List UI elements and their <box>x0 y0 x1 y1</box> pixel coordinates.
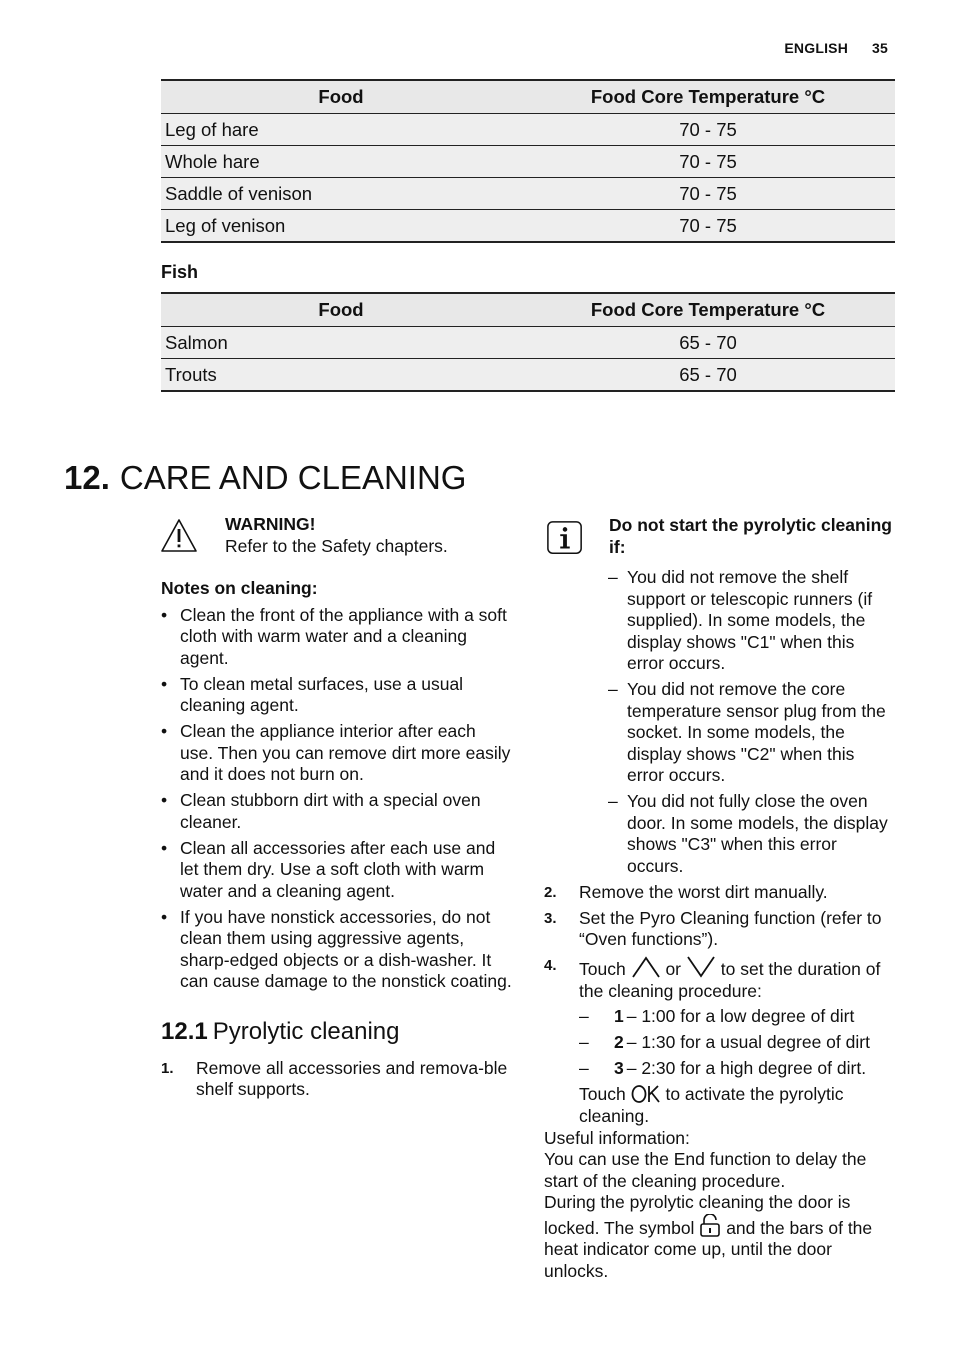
step-or-text: or <box>665 959 682 979</box>
list-item: • Clean the appliance interior after each use. Then you can remove dirt more easily and it does not burn on. <box>161 721 513 786</box>
warning-triangle-icon <box>159 516 199 556</box>
step-item <box>161 1058 513 1101</box>
step-item <box>544 908 894 951</box>
table-cell-temperature: 65 - 70 <box>521 359 895 392</box>
left-column <box>161 514 513 1105</box>
table-cell-food: Saddle of venison <box>161 178 521 210</box>
duration-level: 1 <box>614 1006 624 1026</box>
table-row <box>161 327 895 359</box>
down-arrow-icon <box>686 955 716 979</box>
section-heading <box>161 1018 513 1046</box>
list-item: • To clean metal surfaces, use a usual cleaning agent. <box>161 674 513 717</box>
table-cell-food: Salmon <box>161 327 521 359</box>
list-item: • Clean stubborn dirt with a special oven cleaner. <box>161 790 513 833</box>
step-text: Set the Pyro Cleaning function (refer to “Oven functions”). <box>579 907 882 949</box>
useful-information <box>544 1128 894 1283</box>
duration-text: – 2:30 for a high degree of dirt. <box>626 1058 867 1078</box>
step-number: 1. <box>161 1059 174 1077</box>
duration-text: – 1:30 for a usual degree of dirt <box>626 1032 870 1052</box>
useful-line-2 <box>544 1192 894 1282</box>
useful-line-2a: During the pyrolytic cleaning the door is locked. The symbol <box>544 1192 851 1238</box>
steps-list <box>544 882 894 1128</box>
duration-text: – 1:00 for a low degree of dirt <box>626 1006 855 1026</box>
section-title: Pyrolytic cleaning <box>212 1017 400 1045</box>
list-item: – You did not remove the core temperature sensor plug from the socket. In some models, the display shows "C2" when this error occurs. <box>608 679 894 787</box>
useful-line-1: You can use the End function to delay the start of the cleaning procedure. <box>544 1149 867 1191</box>
table-row <box>161 114 895 146</box>
notes-title: Notes on cleaning: <box>161 578 318 598</box>
step-number: 3. <box>544 909 557 927</box>
info-note-title: Do not start the pyrolytic cleaning if: <box>609 515 892 557</box>
table-header-row <box>161 293 895 327</box>
table-header-row <box>161 80 895 114</box>
table-cell-temperature: 70 - 75 <box>521 114 895 146</box>
steps-list <box>161 1058 513 1101</box>
step-text: Remove all accessories and remova-ble shelf supports. <box>196 1057 508 1099</box>
ok-rest-text: to activate the pyrolytic cleaning. <box>579 1084 844 1126</box>
ok-icon <box>631 1084 661 1104</box>
info-note <box>544 515 894 563</box>
step-item <box>544 882 894 904</box>
table-cell-food: Whole hare <box>161 146 521 178</box>
list-item: – You did not fully close the oven door. In some models, the display shows "C3" when this error occurs. <box>608 791 894 877</box>
duration-level: 3 <box>614 1058 624 1078</box>
ok-instruction <box>579 1084 894 1127</box>
info-icon <box>546 519 584 557</box>
table-cell-temperature: 70 - 75 <box>521 178 895 210</box>
warning-title: WARNING! <box>225 514 316 534</box>
list-item: • Clean all accessories after each use and let them dry. Use a soft cloth with warm water and a cleaning agent. <box>161 838 513 903</box>
warning-note <box>161 514 513 562</box>
table-header-food: Food <box>161 293 521 327</box>
table-header-temperature: Food Core Temperature °C <box>521 293 895 327</box>
table-cell-food: Leg of venison <box>161 210 521 243</box>
step-item <box>544 955 894 1127</box>
list-item: • If you have nonstick accessories, do not clean them using aggressive agents, sharp-edged objects or a dish-washer. It can cause damage to the nonstick coating. <box>161 907 513 993</box>
header-page-number: 35 <box>872 40 888 56</box>
chapter-heading <box>64 458 466 498</box>
chapter-number: 12. <box>64 459 110 496</box>
table-cell-food: Leg of hare <box>161 114 521 146</box>
step-touch-text: Touch <box>579 959 626 979</box>
ok-touch-text: Touch <box>579 1084 626 1104</box>
notes-list <box>161 605 513 993</box>
table-header-temperature: Food Core Temperature °C <box>521 80 895 114</box>
table-row <box>161 359 895 392</box>
meat-temperature-table <box>161 79 895 243</box>
up-arrow-icon <box>631 955 661 979</box>
page-header <box>784 38 888 60</box>
useful-line-2b: and the bars of the heat indicator come up, until the door unlocks. <box>544 1217 873 1281</box>
fish-temperature-table <box>161 292 895 392</box>
duration-list <box>579 1006 894 1080</box>
chapter-title: CARE AND CLEANING <box>119 459 467 496</box>
table-cell-temperature: 65 - 70 <box>521 327 895 359</box>
table-cell-temperature: 70 - 75 <box>521 146 895 178</box>
table-row <box>161 146 895 178</box>
list-item: – You did not remove the shelf support or telescopic runners (if supplied). In some models, the display shows "C1" when this error occurs. <box>608 567 894 675</box>
duration-level: 2 <box>614 1032 624 1052</box>
right-column <box>544 515 894 1282</box>
warning-text: Refer to the Safety chapters. <box>225 535 448 556</box>
table-row <box>161 178 895 210</box>
useful-label: Useful information: <box>544 1127 690 1148</box>
table-row <box>161 210 895 243</box>
header-language: ENGLISH <box>784 40 849 56</box>
list-item <box>579 1006 894 1028</box>
table-header-food: Food <box>161 80 521 114</box>
section-number: 12.1 <box>161 1017 208 1045</box>
step-text: to set the duration of the cleaning procedure: <box>579 959 881 1001</box>
fish-section-title: Fish <box>161 262 199 282</box>
step-number: 4. <box>544 957 557 974</box>
step-text: Remove the worst dirt manually. <box>579 881 828 902</box>
table-cell-temperature: 70 - 75 <box>521 210 895 243</box>
list-item: • Clean the front of the appliance with a soft cloth with warm water and a cleaning agent. <box>161 605 513 670</box>
step-number: 2. <box>544 883 557 901</box>
list-item <box>579 1058 894 1080</box>
table-cell-food: Trouts <box>161 359 521 392</box>
lock-icon <box>699 1214 721 1238</box>
info-note-list <box>544 567 894 877</box>
list-item <box>579 1032 894 1054</box>
